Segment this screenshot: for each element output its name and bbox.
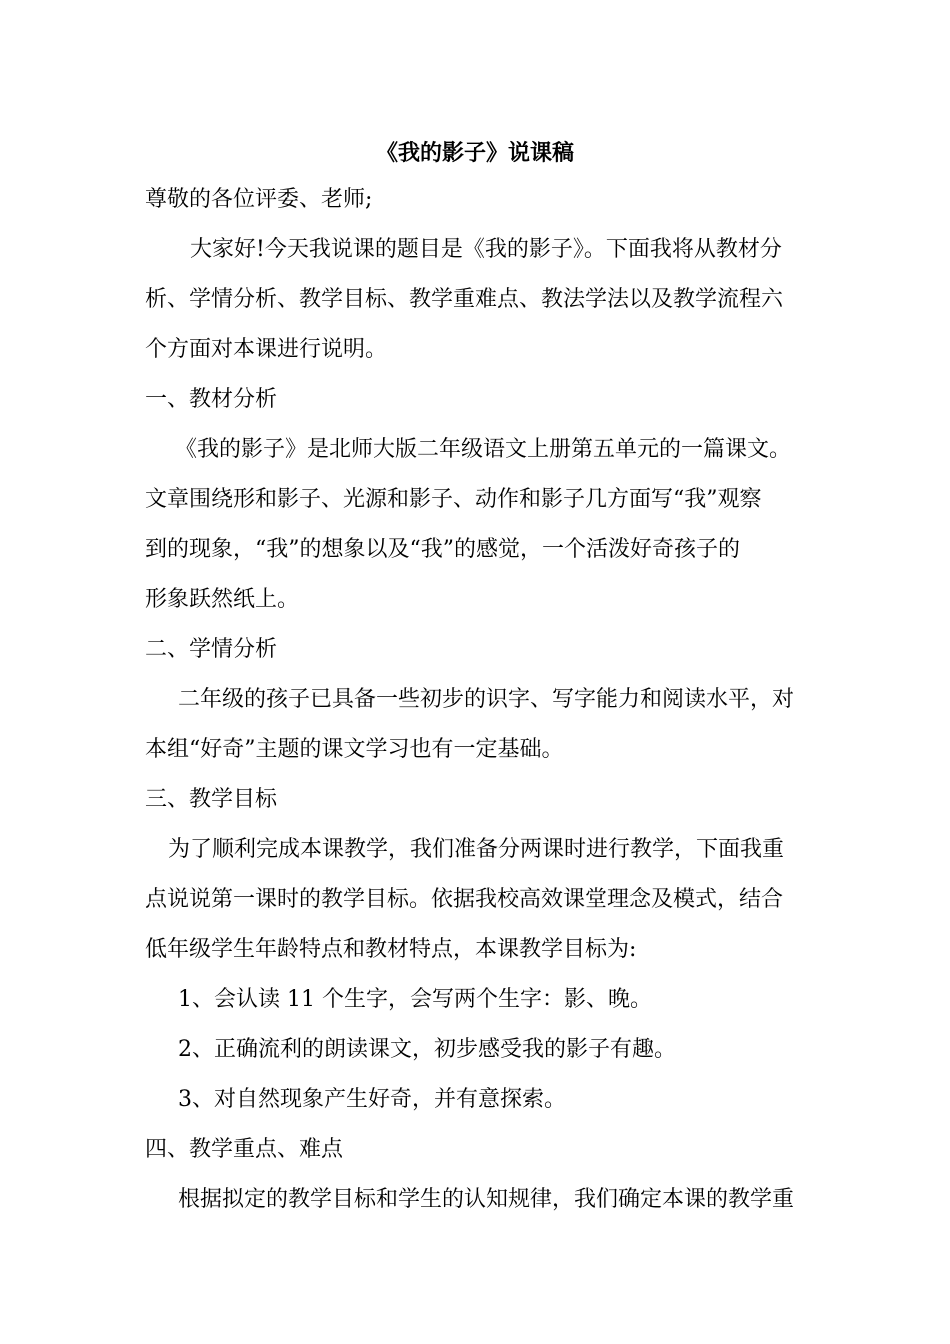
section4-line-1: 根据拟定的教学目标和学生的认知规律，我们确定本课的教学重 (178, 1187, 795, 1212)
goal-item-2: 2、正确流利的朗读课文，初步感受我的影子有趣。 (178, 1037, 676, 1062)
section3-line-2: 点说说第一课时的教学目标。依据我校高效课堂理念及模式，结合 (145, 887, 784, 912)
section1-line-1: 《我的影子》是北师大版二年级语文上册第五单元的一篇课文。 (175, 437, 792, 462)
section1-line-2: 文章围绕形和影子、光源和影子、动作和影子几方面写“我”观察 (145, 487, 762, 512)
intro-line-1: 大家好!今天我说课的题目是《我的影子》。下面我将从教材分 (190, 237, 782, 262)
section-heading-textbook-analysis: 一、教材分析 (145, 387, 278, 412)
section2-line-2: 本组“好奇”主题的课文学习也有一定基础。 (145, 737, 564, 762)
section1-line-3: 到的现象，“我”的想象以及“我”的感觉，一个活泼好奇孩子的 (145, 537, 740, 562)
section3-line-1: 为了顺利完成本课教学，我们准备分两课时进行教学，下面我重 (168, 837, 785, 862)
document-title: 《我的影子》说课稿 (375, 140, 574, 166)
section-heading-teaching-goals: 三、教学目标 (145, 787, 278, 812)
section3-line-3: 低年级学生年龄特点和教材特点，本课教学目标为: (145, 937, 637, 962)
section-heading-student-analysis: 二、学情分析 (145, 637, 278, 662)
greeting: 尊敬的各位评委、老师; (145, 187, 373, 212)
section2-line-1: 二年级的孩子已具备一些初步的识字、写字能力和阅读水平，对 (178, 687, 795, 712)
intro-line-3: 个方面对本课进行说明。 (145, 337, 388, 362)
intro-line-2: 析、学情分析、教学目标、教学重难点、教法学法以及教学流程六 (145, 287, 784, 312)
goal-item-1: 1、会认读 11 个生字，会写两个生字：影、晚。 (178, 987, 652, 1012)
goal-item-3: 3、对自然现象产生好奇，并有意探索。 (178, 1087, 566, 1112)
section-heading-key-difficult-points: 四、教学重点、难点 (145, 1137, 344, 1162)
section1-line-4: 形象跃然纸上。 (145, 587, 300, 612)
